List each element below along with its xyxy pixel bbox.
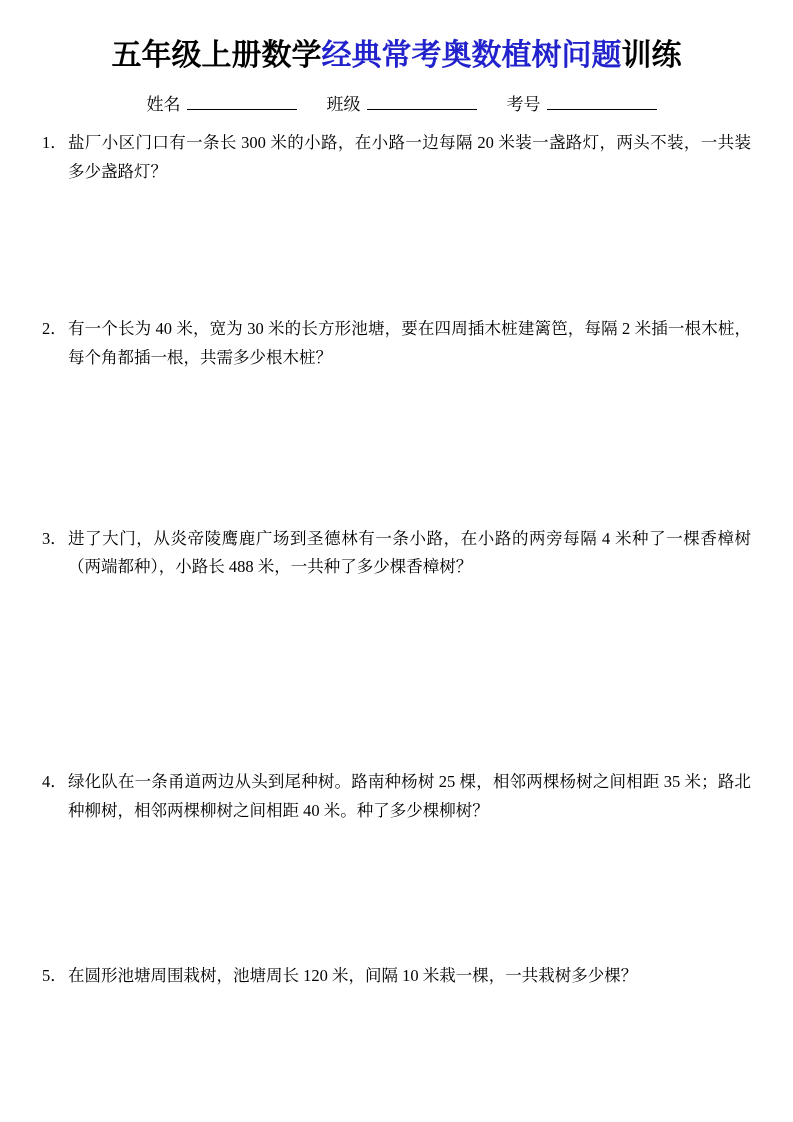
title-segment-grade: 五年级上册数学 xyxy=(111,39,322,72)
exam-no-label: 考号 xyxy=(506,95,541,114)
page-title xyxy=(42,38,751,74)
problem-list xyxy=(42,129,751,991)
problem-text: 进了大门，从炎帝陵鹰鹿广场到圣德林有一条小路，在小路的两旁每隔 4 米种了一棵香樟树（两端都种），小路长 488 米，一共种了多少棵香樟树？ xyxy=(68,528,751,577)
name-label: 姓名 xyxy=(146,95,181,114)
problem-number: 2． xyxy=(42,318,67,338)
problem-text: 盐厂小区门口有一条长 300 米的小路，在小路一边每隔 20 米装一盏路灯，两头不装，一共装多少盏路灯？ xyxy=(68,133,751,181)
problem-text: 在圆形池塘周围栽树，池塘周长 120 米，间隔 10 米栽一棵，一共栽树多少棵？ xyxy=(68,966,638,985)
exam-no-input-blank[interactable] xyxy=(547,95,657,110)
problem-item xyxy=(42,525,751,583)
problem-number: 3． xyxy=(42,528,67,548)
student-info-row xyxy=(42,90,751,115)
class-label: 班级 xyxy=(326,95,361,114)
problem-number: 4． xyxy=(42,772,67,792)
problem-item xyxy=(42,768,751,826)
class-field-group xyxy=(327,90,477,115)
title-segment-suffix: 训练 xyxy=(621,39,682,72)
problem-item xyxy=(42,129,751,187)
name-input-blank[interactable] xyxy=(187,95,297,110)
class-input-blank[interactable] xyxy=(367,95,477,110)
exam-no-field-group xyxy=(507,90,657,115)
title-segment-topic: 经典常考奥数植树问题 xyxy=(321,39,622,72)
name-field-group xyxy=(147,90,297,115)
problem-number: 5． xyxy=(42,966,67,985)
problem-text: 有一个长为 40 米，宽为 30 米的长方形池塘，要在四周插木桩建篱笆，每隔 2 米插一根木桩，每个角都插一根，共需多少根木桩？ xyxy=(68,318,751,367)
problem-text: 绿化队在一条甬道两边从头到尾种树。路南种杨树 25 棵，相邻两棵杨树之间相距 35 米；路北种柳树，相邻两棵柳树之间相距 40 米。种了多少棵柳树？ xyxy=(68,772,751,821)
problem-number: 1． xyxy=(42,133,67,152)
problem-item xyxy=(42,315,751,373)
problem-item xyxy=(42,962,751,991)
